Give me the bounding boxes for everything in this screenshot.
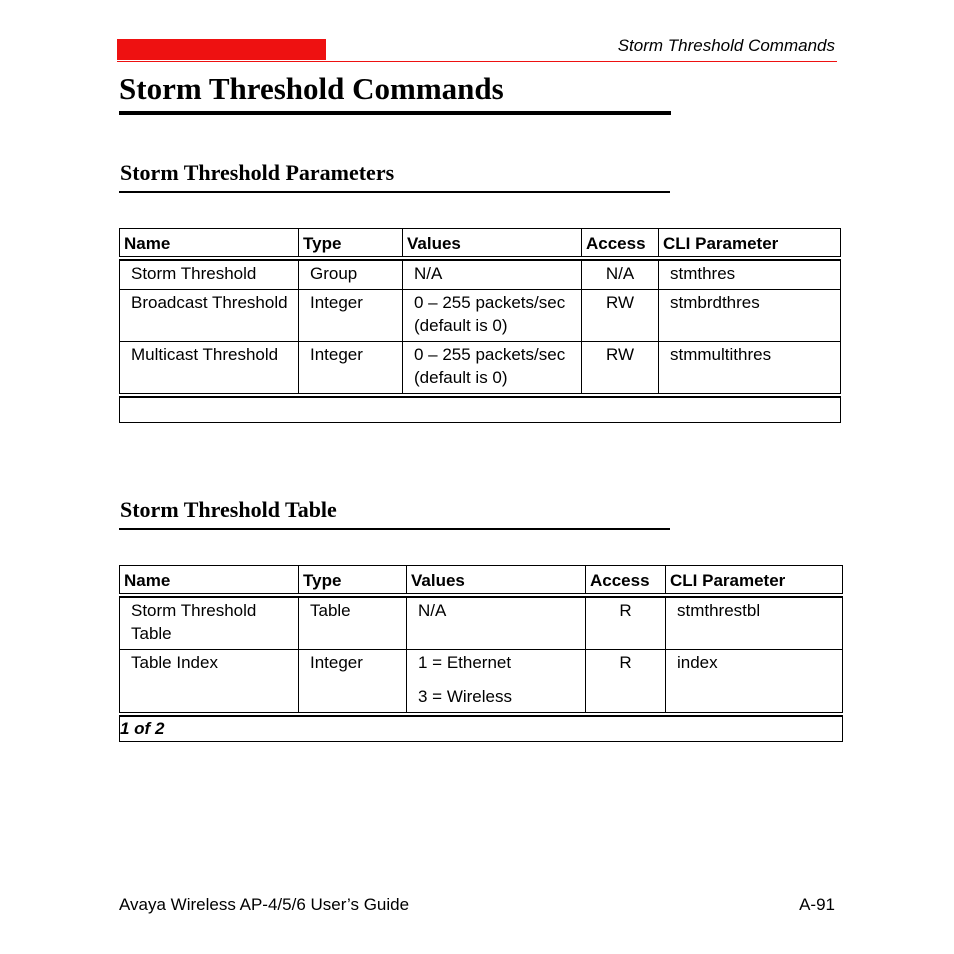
column-header: Name [120, 566, 299, 596]
section-heading-table: Storm Threshold Table [120, 497, 337, 522]
cell-cli: stmmultithres [659, 342, 841, 396]
cell-values [407, 650, 586, 715]
cell-values: N/A [407, 598, 586, 650]
column-header: CLI Parameter [666, 566, 843, 596]
column-header: Access [586, 566, 666, 596]
table-row [120, 342, 841, 396]
section-rule [119, 528, 670, 530]
cell-values: 0 – 255 packets/sec (default is 0) [403, 342, 582, 396]
cell-name: Broadcast Threshold [120, 290, 299, 342]
column-header: Values [403, 229, 582, 259]
cell-type: Integer [299, 342, 403, 396]
column-header: Values [407, 566, 586, 596]
column-header: Type [299, 566, 407, 596]
cell-access: RW [582, 290, 659, 342]
cell-access: R [586, 598, 666, 650]
column-header: CLI Parameter [659, 229, 841, 259]
title-rule [119, 111, 671, 115]
footer-guide-title: Avaya Wireless AP-4/5/6 User’s Guide [119, 895, 410, 914]
table-row [120, 261, 841, 290]
table-footer-row [120, 717, 843, 742]
header-red-bar [117, 39, 326, 60]
page-count: 1 of 2 [120, 717, 843, 742]
table-header-row [120, 229, 841, 259]
cell-values: 0 – 255 packets/sec (default is 0) [403, 290, 582, 342]
table-footer-row [120, 398, 841, 423]
cell-name: Storm Threshold Table [120, 598, 299, 650]
cell-type: Integer [299, 650, 407, 715]
table-row [120, 290, 841, 342]
cell-values: N/A [403, 261, 582, 290]
cell-cli: index [666, 650, 843, 715]
cell-name: Storm Threshold [120, 261, 299, 290]
cell-cli: stmbrdthres [659, 290, 841, 342]
table-header-row [120, 566, 843, 596]
section-rule [119, 191, 670, 193]
cell-access: RW [582, 342, 659, 396]
table-footer [120, 398, 841, 423]
value-line: 3 = Wireless [418, 687, 512, 706]
cell-type: Integer [299, 290, 403, 342]
cell-type: Group [299, 261, 403, 290]
cell-access: N/A [582, 261, 659, 290]
value-line: 1 = Ethernet [418, 653, 512, 672]
footer-page-number: A-91 [799, 895, 835, 914]
column-header: Name [120, 229, 299, 259]
cell-cli: stmthrestbl [666, 598, 843, 650]
cell-name: Table Index [120, 650, 299, 715]
page-title: Storm Threshold Commands [119, 71, 504, 106]
header-rule [117, 61, 837, 62]
storm-threshold-table [119, 565, 843, 742]
column-header: Access [582, 229, 659, 259]
running-head: Storm Threshold Commands [617, 36, 835, 55]
column-header: Type [299, 229, 403, 259]
cell-cli: stmthres [659, 261, 841, 290]
parameters-table [119, 228, 841, 423]
cell-access: R [586, 650, 666, 715]
table-row [120, 650, 843, 715]
table-row [120, 598, 843, 650]
section-heading-parameters: Storm Threshold Parameters [120, 160, 395, 185]
cell-name: Multicast Threshold [120, 342, 299, 396]
cell-type: Table [299, 598, 407, 650]
